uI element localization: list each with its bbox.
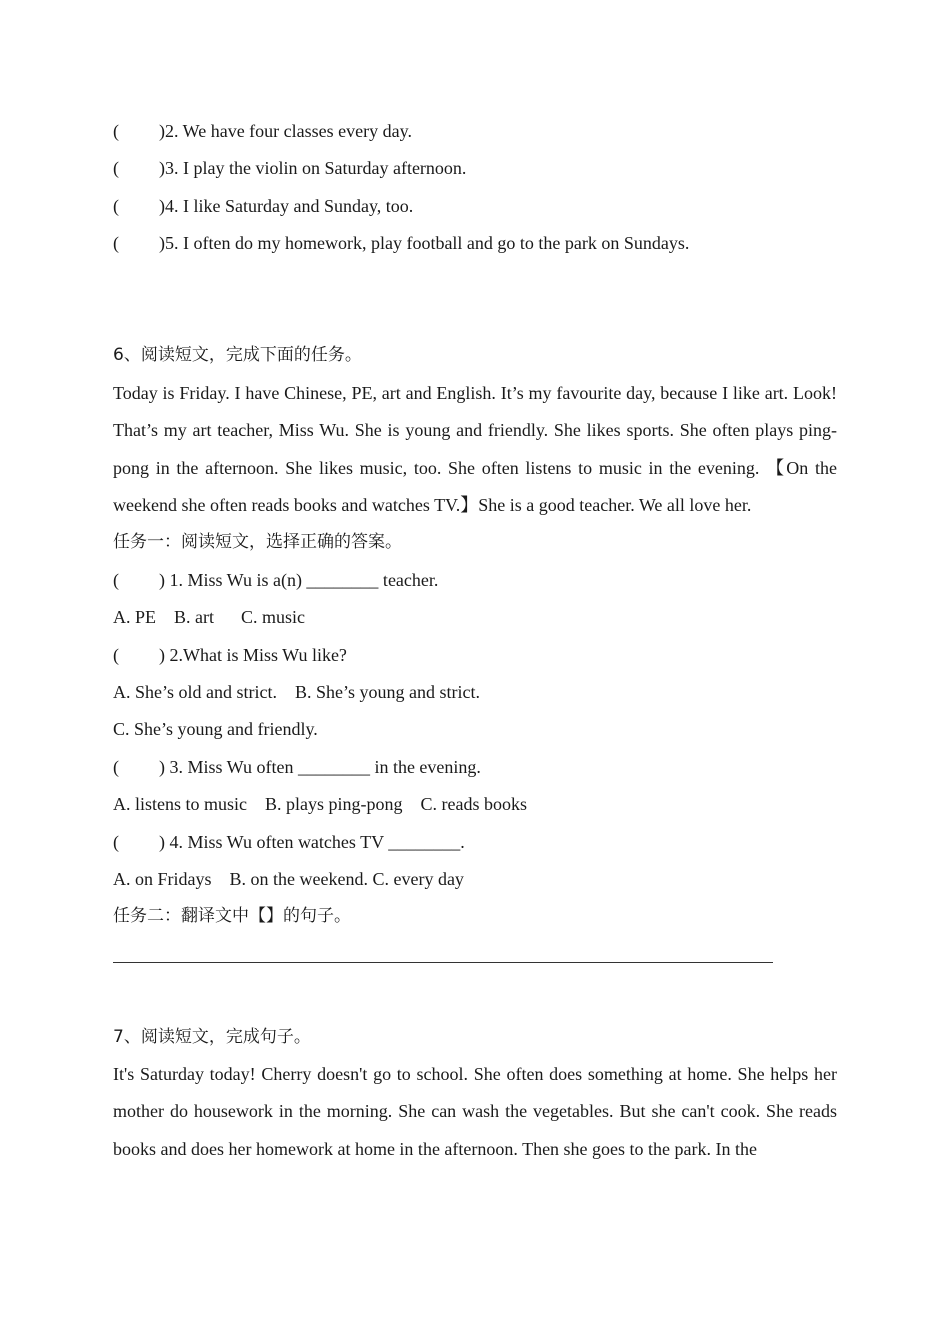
spacer bbox=[113, 963, 837, 1019]
question-text: )4. I like Saturday and Sunday, too. bbox=[159, 195, 414, 216]
question-line bbox=[113, 824, 837, 861]
section-6-passage: Today is Friday. I have Chinese, PE, art and English. It’s my favourite day, because I like art. Look! That’s my art teacher, Miss Wu. She is young and friendly. She likes sports. She often plays ping-pong in the afternoon. She likes music, too. She often listens to music in the evening. 【On the weekend she often reads books and watches TV.】She is a good teacher. We all love her. bbox=[113, 382, 837, 515]
answer-paren[interactable]: ( bbox=[113, 158, 119, 179]
task-1-heading: 任务一：阅读短文，选择正确的答案。 bbox=[113, 532, 402, 553]
question-text: ) 2.What is Miss Wu like? bbox=[159, 644, 347, 665]
question-line bbox=[113, 749, 837, 786]
question-text: )2. We have four classes every day. bbox=[159, 121, 412, 141]
question-line bbox=[113, 188, 837, 225]
question-text: ) 4. Miss Wu often watches TV ________. bbox=[159, 831, 465, 852]
section-6-heading: 6、阅读短文，完成下面的任务。 bbox=[113, 345, 362, 366]
answer-options: A. on Fridays B. on the weekend. C. every day bbox=[113, 868, 464, 889]
answer-paren[interactable]: ( bbox=[113, 831, 119, 852]
answer-options: C. She’s young and friendly. bbox=[113, 719, 318, 740]
answer-options: A. PE B. art C. music bbox=[113, 607, 305, 628]
section-6 bbox=[113, 337, 837, 962]
question-line bbox=[113, 113, 837, 150]
question-line bbox=[113, 150, 837, 187]
section-7-heading: 7、阅读短文，完成句子。 bbox=[113, 1026, 311, 1047]
answer-options: A. listens to music B. plays ping-pong C. reads books bbox=[113, 794, 527, 815]
question-text: )5. I often do my homework, play football and go to the park on Sundays. bbox=[159, 233, 690, 254]
answer-paren[interactable]: ( bbox=[113, 569, 119, 590]
task-2-heading: 任务二：翻译文中【】的句子。 bbox=[113, 906, 351, 927]
question-line bbox=[113, 225, 837, 262]
question-line bbox=[113, 562, 837, 599]
spacer bbox=[113, 263, 837, 338]
translation-answer-line[interactable] bbox=[113, 942, 773, 963]
answer-paren[interactable]: ( bbox=[113, 233, 119, 254]
section-5-items bbox=[113, 113, 837, 263]
question-text: )3. I play the violin on Saturday afternoon. bbox=[159, 158, 467, 179]
question-text: ) 3. Miss Wu often ________ in the evening. bbox=[159, 756, 481, 777]
answer-paren[interactable]: ( bbox=[113, 756, 119, 777]
answer-options: A. She’s old and strict. B. She’s young and strict. bbox=[113, 681, 480, 702]
answer-paren[interactable]: ( bbox=[113, 195, 119, 216]
section-7 bbox=[113, 1019, 837, 1169]
question-text: ) 1. Miss Wu is a(n) ________ teacher. bbox=[159, 569, 439, 590]
section-7-passage: It's Saturday today! Cherry doesn't go to school. She often does something at home. She helps her mother do housework in the morning. She can wash the vegetables. But she can't cook. She reads books and does her homework at home in the afternoon. Then she goes to the park. In the bbox=[113, 1064, 837, 1159]
question-line bbox=[113, 637, 837, 674]
worksheet-content bbox=[113, 113, 837, 1168]
answer-paren[interactable]: ( bbox=[113, 644, 119, 665]
answer-paren[interactable]: ( bbox=[113, 121, 119, 141]
